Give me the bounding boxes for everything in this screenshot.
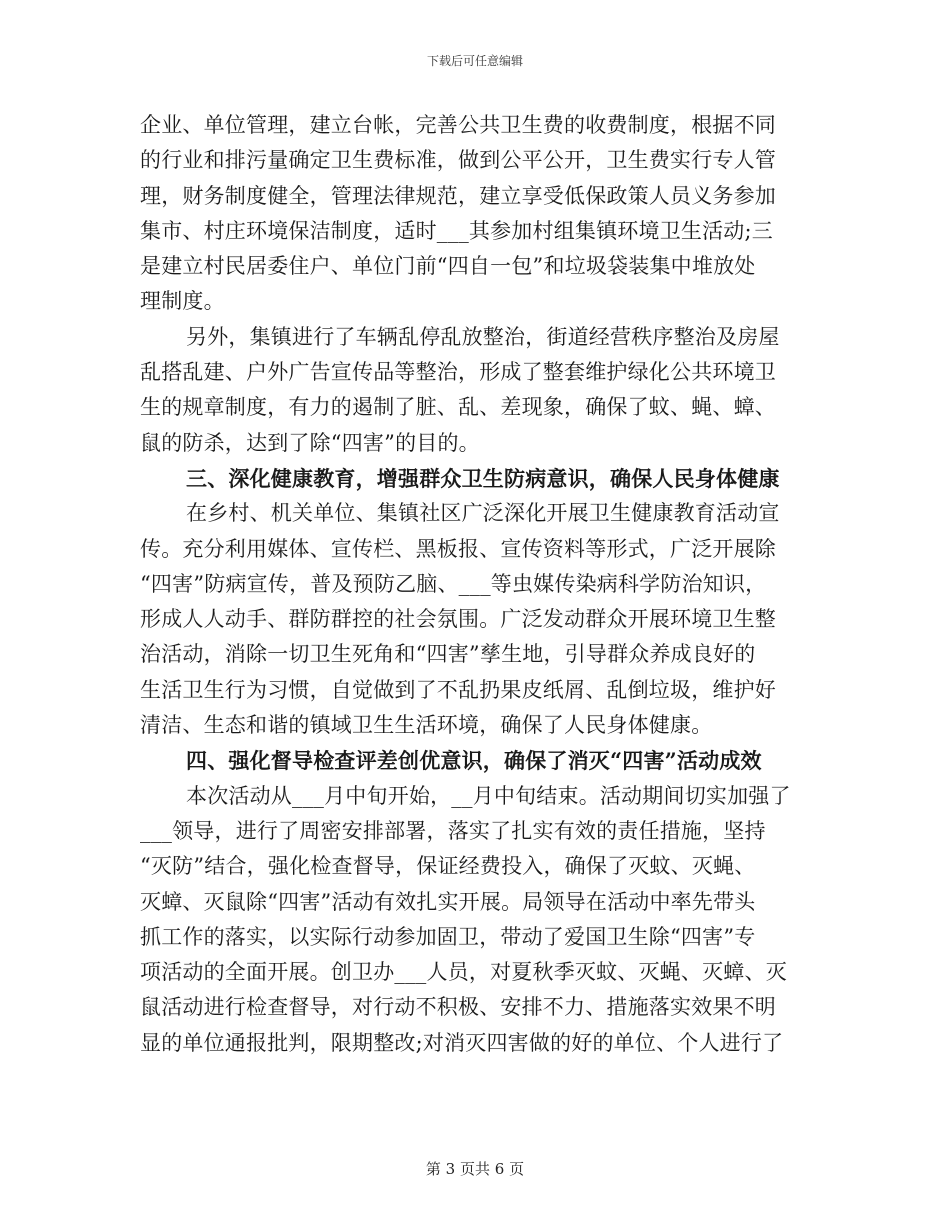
text-line: 理，财务制度健全，管理法律规范，建立享受低保政策人员义务参加 — [140, 183, 776, 208]
text-line: 生活卫生行为习惯，自觉做到了不乱扔果皮纸屑、乱倒垃圾，维护好 — [140, 677, 776, 702]
paragraph-start-line: 另外，集镇进行了车辆乱停乱放整治，街道经营秩序整治及房屋 — [186, 324, 780, 349]
text-line: 的行业和排污量确定卫生费标准，做到公平公开，卫生费实行专人管 — [140, 148, 776, 173]
page-header: 下载后可任意编辑 — [426, 54, 523, 68]
text-line: “灭防”结合，强化检查督导，保证经费投入，确保了灭蚊、灭蝇、 — [140, 854, 756, 879]
text-line: 抓工作的落实，以实际行动参加固卫，带动了爱国卫生除“四害”专 — [140, 924, 756, 949]
paragraph-start-line: 在乡村、机关单位、集镇社区广泛深化开展卫生健康教育活动宣 — [186, 501, 780, 526]
text-line: 是建立村民居委住户、单位门前“四自一包”和垃圾袋装集中堆放处 — [140, 254, 756, 279]
text-line: 鼠活动进行检查督导，对行动不积极、安排不力、措施落实效果不明 — [140, 995, 776, 1020]
text-line: 项活动的全面开展。创卫办___人员，对夏秋季灭蚊、灭蝇、灭蟑、灭 — [140, 960, 787, 985]
text-line: 形成人人动手、群防群控的社会氛围。广泛发动群众开展环境卫生整 — [140, 607, 776, 632]
text-line: 清洁、生态和谐的镇域卫生生活环境，确保了人民身体健康。 — [140, 713, 713, 738]
page-footer: 第 3 页共 6 页 — [425, 1160, 525, 1178]
text-line: 生的规章制度，有力的遏制了脏、乱、差现象，确保了蚊、蝇、蟑、 — [140, 395, 776, 420]
text-line: 理制度。 — [140, 289, 225, 314]
text-line: “四害”防病宣传，普及预防乙脑、___等虫媒传染病科学防治知识， — [140, 571, 767, 596]
text-line: 传。充分利用媒体、宣传栏、黑板报、宣传资料等形式，广泛开展除 — [140, 536, 776, 561]
section-heading: 四、强化督导检查评差创优意识，确保了消灭“四害”活动成效 — [186, 748, 762, 774]
text-line: 集市、村庄环境保洁制度，适时___其参加村组集镇环境卫生活动;三 — [140, 218, 773, 243]
text-line: 企业、单位管理，建立台帐，完善公共卫生费的收费制度，根据不同 — [140, 113, 776, 137]
document-body — [140, 108, 808, 1061]
text-line: 乱搭乱建、户外广告宣传品等整治，形成了整套维护绿化公共环境卫 — [140, 360, 776, 385]
paragraph-start-line: 本次活动从___月中旬开始，__月中旬结束。活动期间切实加强了 — [186, 783, 791, 808]
text-line: 显的单位通报批判，限期整改;对消灭四害做的好的单位、个人进行了 — [140, 1030, 784, 1055]
text-line: 灭蟑、灭鼠除“四害”活动有效扎实开展。局领导在活动中率先带头 — [140, 889, 756, 914]
section-heading: 三、深化健康教育，增强群众卫生防病意识，确保人民身体健康 — [186, 465, 780, 491]
text-line: ___领导，进行了周密安排部署，落实了扎实有效的责任措施，坚持 — [140, 818, 766, 843]
text-line: 鼠的防杀，达到了除“四害”的目的。 — [140, 430, 480, 455]
text-line: 治活动，消除一切卫生死角和“四害”孳生地，引导群众养成良好的 — [140, 642, 756, 667]
